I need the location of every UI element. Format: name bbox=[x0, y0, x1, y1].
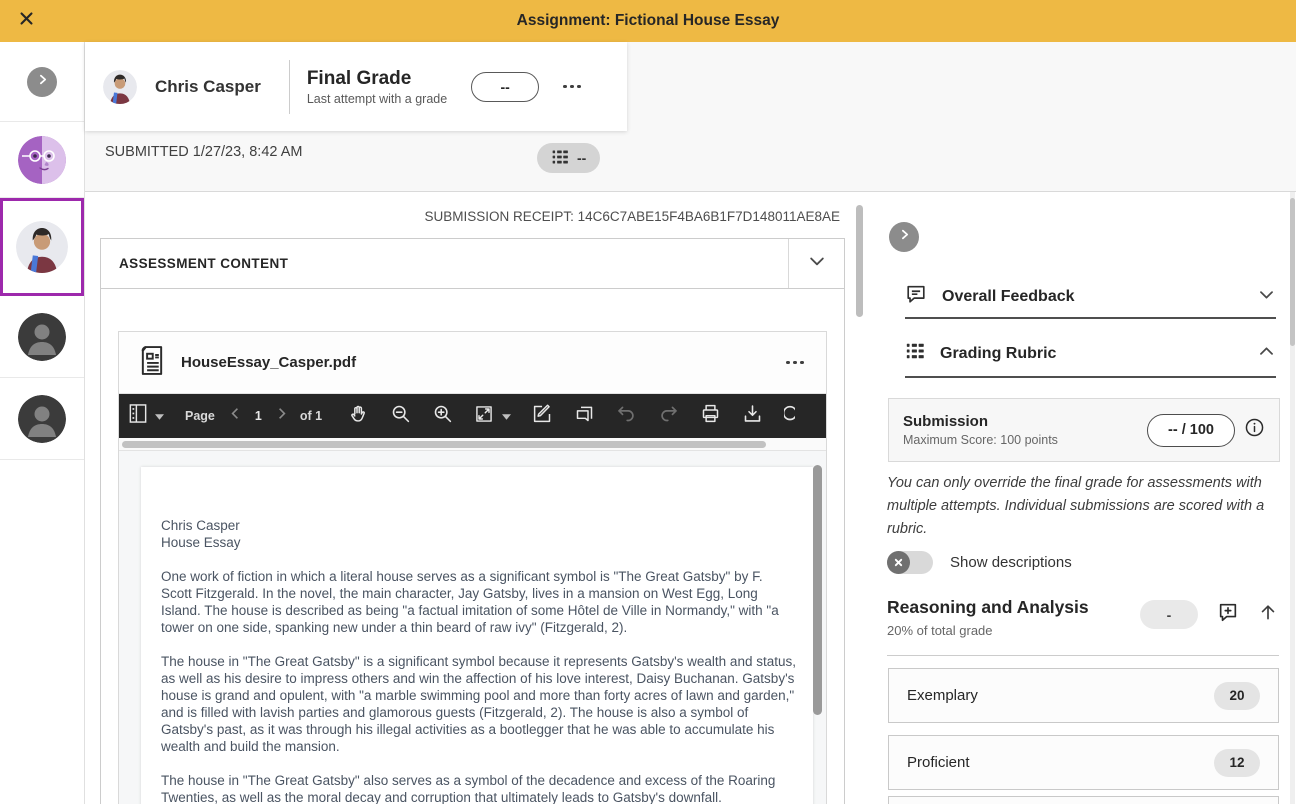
zoom-out-icon bbox=[390, 403, 411, 429]
add-feedback-icon bbox=[1217, 601, 1239, 628]
chevron-right-icon bbox=[36, 73, 49, 91]
rubric-grid-icon bbox=[905, 341, 925, 366]
previous-page-button[interactable] bbox=[231, 407, 239, 425]
max-score-subtitle: Maximum Score: 100 points bbox=[903, 433, 1058, 447]
essay-paragraph: The house in "The Great Gatsby" is a significant symbol because it represents Gatsby's wealth and status, as well as his desire to impress others and win the affection of his love interest, Daisy Buchanan. Gatsby's house is grand and opulent, with "a marble swimming pool and more than forty acres of lawn and garden," and is filled with lavish parties and glamorous guests (Fitzgerald, 2). The house is also a symbol of Gatsby's past, as it was through his illegal activities as a bootlegger that he was able to accumulate his wealth and build the mansion. bbox=[161, 654, 796, 754]
show-descriptions-toggle[interactable] bbox=[887, 551, 933, 574]
collapse-assessment-content-button[interactable] bbox=[788, 239, 844, 288]
zoom-in-icon bbox=[432, 403, 453, 429]
essay-paragraph: One work of fiction in which a literal house serves as a significant symbol is "The Great Gatsby" by F. Scott Fitzgerald. In the novel, the main character, Jay Gatsby, lives in a mansion on West Egg, Long Island. The house is described as being "a factual imitation of some Hôtel de Ville in Normandy," with "a tower on one side, spanking new under a thin beard of raw ivy" (Fitzgerald, 2). bbox=[161, 569, 779, 635]
essay-paragraph: The house in "The Great Gatsby" also serves as a symbol of the decadence and excess of the Roaring Twenties, as well as the moral decay and corruption that ultimately leads to Gatsby's downfall. bbox=[161, 773, 776, 804]
chevron-up-icon bbox=[1257, 342, 1276, 366]
submission-score-text bbox=[903, 413, 1058, 447]
assessment-content-header bbox=[101, 239, 844, 289]
show-descriptions-row bbox=[887, 551, 1072, 574]
divider bbox=[289, 60, 290, 114]
divider bbox=[887, 655, 1279, 656]
final-grade-pill[interactable]: -- bbox=[471, 72, 539, 102]
pan-tool-button[interactable] bbox=[348, 403, 369, 429]
override-note: You can only override the final grade for assessments with multiple attempts. Individual submissions are scored with a rubric. bbox=[887, 475, 1265, 537]
student-item-chris-casper-selected[interactable] bbox=[0, 198, 84, 296]
attachment-overflow-menu[interactable] bbox=[782, 355, 808, 371]
rubric-level-row-exemplary[interactable] bbox=[888, 668, 1279, 723]
score-info-button[interactable] bbox=[1244, 417, 1265, 443]
grading-rubric-section[interactable] bbox=[905, 331, 1276, 378]
student-photo-avatar bbox=[16, 221, 68, 273]
undo-icon bbox=[616, 403, 637, 429]
pdf-viewport bbox=[119, 451, 826, 804]
annotate-icon bbox=[532, 403, 553, 429]
thumbnail-panel-icon bbox=[129, 403, 147, 429]
fit-caret-button[interactable] bbox=[502, 407, 511, 425]
feedback-icon bbox=[905, 283, 927, 310]
print-icon bbox=[700, 403, 721, 429]
redo-button[interactable] bbox=[658, 403, 679, 429]
submission-content-area bbox=[85, 192, 880, 804]
chevron-left-icon bbox=[231, 407, 239, 425]
student-item-illustration[interactable] bbox=[0, 122, 84, 198]
criterion-score-pill[interactable]: - bbox=[1140, 600, 1198, 629]
rubric-level-row-proficient[interactable] bbox=[888, 735, 1279, 790]
expand-rail-section bbox=[0, 42, 84, 122]
rubric-grid-icon bbox=[551, 148, 569, 169]
student-rail bbox=[0, 42, 85, 804]
zoom-out-button[interactable] bbox=[390, 403, 411, 429]
add-feedback-button[interactable] bbox=[1217, 601, 1239, 628]
close-button[interactable] bbox=[12, 7, 40, 35]
duplicate-comment-button[interactable] bbox=[574, 403, 595, 429]
fit-page-button[interactable] bbox=[474, 404, 494, 429]
assessment-content-panel bbox=[100, 238, 845, 804]
submission-score-pill[interactable]: -- / 100 bbox=[1147, 414, 1235, 447]
thumbnail-panel-button[interactable] bbox=[129, 403, 147, 429]
rubric-pill-value: -- bbox=[577, 150, 587, 166]
zoom-in-button[interactable] bbox=[432, 403, 453, 429]
assessment-content-title: ASSESSMENT CONTENT bbox=[119, 256, 289, 271]
level-points-pill: 12 bbox=[1214, 749, 1260, 777]
default-avatar-icon bbox=[18, 395, 66, 443]
level-points-pill: 20 bbox=[1214, 682, 1260, 710]
undo-button[interactable] bbox=[616, 403, 637, 429]
criterion-actions bbox=[1140, 600, 1278, 629]
chevron-right-icon bbox=[278, 407, 286, 425]
show-descriptions-label: Show descriptions bbox=[950, 554, 1072, 571]
submission-title: Submission bbox=[903, 413, 989, 430]
document-icon bbox=[137, 344, 167, 382]
criterion-header bbox=[887, 597, 1278, 638]
chevron-right-icon bbox=[898, 228, 911, 246]
essay-author-line: Chris Casper bbox=[161, 518, 240, 533]
grading-rubric-label: Grading Rubric bbox=[940, 344, 1057, 362]
pdf-page bbox=[141, 467, 813, 804]
student-item-3[interactable] bbox=[0, 296, 84, 378]
panel-scroll-thumb[interactable] bbox=[1290, 198, 1295, 346]
submission-score-card bbox=[888, 398, 1280, 462]
overflow-menu-button[interactable] bbox=[559, 79, 585, 95]
pdf-vertical-scroll-thumb[interactable] bbox=[813, 465, 822, 715]
content-scroll-thumb[interactable] bbox=[856, 205, 863, 317]
criterion-title: Reasoning and Analysis bbox=[887, 597, 1089, 617]
level-label: Exemplary bbox=[907, 687, 978, 704]
hand-tool-icon bbox=[348, 403, 369, 429]
pdf-horizontal-scrollbar bbox=[119, 438, 826, 451]
info-icon bbox=[1244, 417, 1265, 443]
current-page-number[interactable]: 1 bbox=[254, 409, 262, 423]
grade-header-card bbox=[85, 42, 627, 131]
caret-down-icon bbox=[502, 407, 511, 425]
pdf-toolbar bbox=[119, 394, 826, 438]
student-name: Chris Casper bbox=[155, 76, 261, 96]
submission-receipt: SUBMISSION RECEIPT: 14C6C7ABE15F4BA6B1F7D148011AE8AE bbox=[424, 209, 840, 224]
search-button[interactable] bbox=[784, 403, 795, 430]
next-page-button[interactable] bbox=[278, 407, 286, 425]
toggle-knob bbox=[887, 551, 910, 574]
download-button[interactable] bbox=[742, 403, 763, 429]
arrow-up-icon bbox=[1258, 602, 1278, 627]
attachment-file-name: HouseEssay_Casper.pdf bbox=[181, 354, 357, 371]
criterion-text bbox=[887, 597, 1089, 638]
print-button[interactable] bbox=[700, 403, 721, 429]
duplicate-icon bbox=[574, 403, 595, 429]
page-title: Assignment: Fictional House Essay bbox=[516, 12, 780, 29]
collapse-panel-button[interactable] bbox=[889, 222, 919, 252]
page-label: Page bbox=[185, 409, 215, 423]
attachment-card bbox=[118, 331, 827, 804]
student-item-4[interactable] bbox=[0, 378, 84, 460]
chevron-down-icon bbox=[1257, 285, 1276, 309]
chevron-down-icon bbox=[807, 251, 827, 276]
default-avatar-icon bbox=[18, 313, 66, 361]
rubric-grade-pill[interactable] bbox=[537, 143, 600, 173]
student-avatar-small bbox=[103, 70, 137, 104]
close-icon bbox=[18, 10, 35, 32]
overall-feedback-section[interactable] bbox=[905, 276, 1276, 319]
fit-page-icon bbox=[474, 404, 494, 429]
feedback-panel bbox=[880, 192, 1296, 804]
illustrated-avatar bbox=[18, 136, 66, 184]
rubric-level-row-partial[interactable] bbox=[888, 796, 1279, 804]
x-icon bbox=[894, 554, 903, 572]
essay-text bbox=[161, 517, 797, 804]
collapse-criterion-button[interactable] bbox=[1258, 602, 1278, 627]
redo-icon bbox=[658, 403, 679, 429]
annotate-button[interactable] bbox=[532, 403, 553, 429]
submission-info-strip bbox=[85, 42, 1296, 192]
criterion-weight: 20% of total grade bbox=[887, 623, 993, 638]
page-count-label: of 1 bbox=[299, 409, 323, 423]
submitted-timestamp: SUBMITTED 1/27/23, 8:42 AM bbox=[105, 144, 303, 160]
thumbnail-caret-button[interactable] bbox=[155, 407, 164, 425]
essay-title-line: House Essay bbox=[161, 535, 241, 550]
final-grade-title: Final Grade bbox=[306, 67, 412, 89]
final-grade-block bbox=[307, 68, 447, 106]
final-grade-subtitle: Last attempt with a grade bbox=[306, 91, 448, 106]
horizontal-scroll-thumb[interactable] bbox=[122, 441, 766, 448]
download-icon bbox=[742, 403, 763, 429]
expand-rail-button[interactable] bbox=[27, 67, 57, 97]
top-bar bbox=[0, 0, 1296, 42]
caret-down-icon bbox=[155, 407, 164, 425]
overall-feedback-label: Overall Feedback bbox=[942, 287, 1075, 305]
level-label: Proficient bbox=[907, 754, 970, 771]
search-icon bbox=[784, 403, 795, 430]
attachment-header bbox=[119, 332, 826, 394]
